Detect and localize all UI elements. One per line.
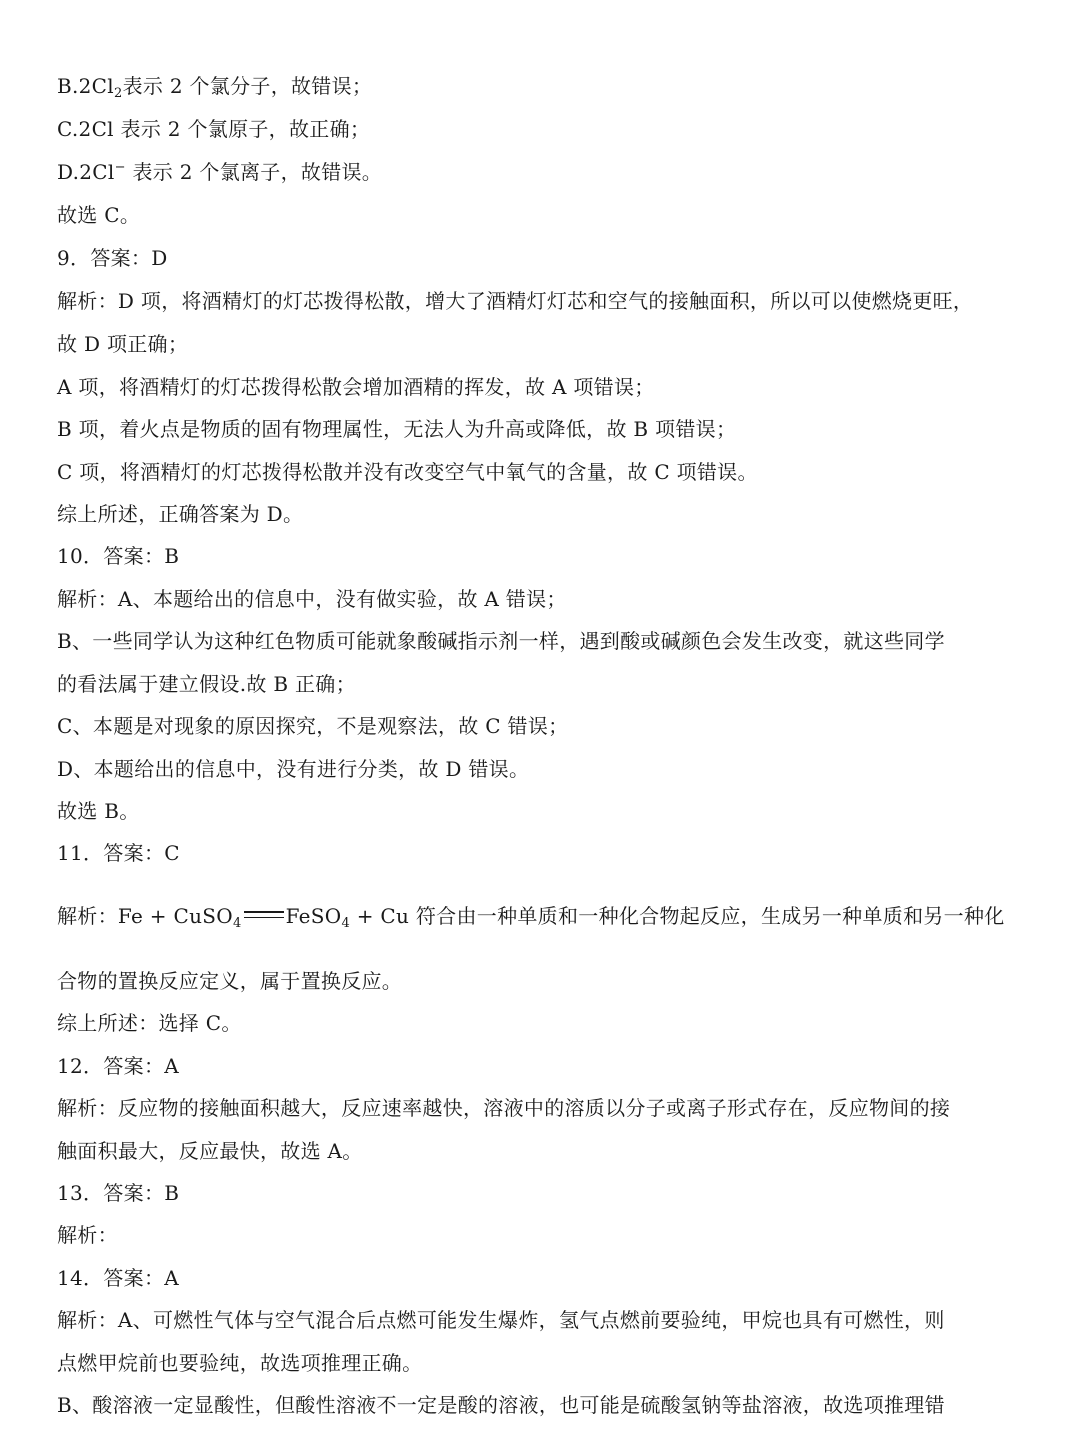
text-line: 解析：A、本题给出的信息中，没有做实验，故 A 错误； (57, 587, 567, 611)
text-line: C、本题是对现象的原因探究，不是观察法，故 C 错误； (57, 714, 569, 738)
answer-heading: 11．答案：C (57, 841, 180, 865)
text-line: 故选 C。 (57, 203, 141, 227)
text-line: 合物的置换反应定义，属于置换反应。 (57, 969, 403, 993)
text-line: D、本题给出的信息中，没有进行分类，故 D 错误。 (57, 757, 530, 781)
answer-heading: 12．答案：A (57, 1054, 179, 1078)
chemical-equation: Fe + CuSO$_4$ FeSO$_4$ + Cu (117, 904, 410, 931)
text-line: 综上所述，正确答案为 D。 (57, 502, 304, 526)
text-line: 解析： (57, 1223, 118, 1247)
text-line: B、一些同学认为这种红色物质可能就象酸碱指示剂一样，遇到酸或碱颜色会发生改变，就这些同学 (57, 629, 945, 653)
answer-heading: 14．答案：A (57, 1266, 179, 1290)
text-line: C 项，将酒精灯的灯芯拨得松散并没有改变空气中氧气的含量，故 C 项错误。 (57, 460, 758, 484)
text-line: 点燃甲烷前也要验纯，故选项推理正确。 (57, 1351, 423, 1375)
equation-line: 解析：Fe + CuSO$_4$ FeSO$_4$ + Cu 符合由一种单质和一种化合物起反应，生成另一种单质和另一种化 (57, 904, 1005, 931)
text-line: 触面积最大，反应最快，故选 A。 (57, 1139, 363, 1163)
text-line: 解析：反应物的接触面积越大，反应速率越快，溶液中的溶质以分子或离子形式存在，反应物间的接 (57, 1096, 951, 1120)
answer-heading: 13．答案：B (57, 1181, 180, 1205)
equals-sign (244, 911, 284, 918)
text-line: B 项，着火点是物质的固有物理属性，无法人为升高或降低，故 B 项错误； (57, 417, 737, 441)
text-line: 故选 B。 (57, 799, 140, 823)
text-line: B、酸溶液一定显酸性，但酸性溶液不一定是酸的溶液，也可能是硫酸氢钠等盐溶液，故选项推理错 (57, 1393, 945, 1417)
answer-heading: 10．答案：B (57, 544, 180, 568)
text-line: 故 D 项正确； (57, 332, 189, 356)
text-line: $B.2Cl_2$表示 2 个氯分子，故错误； (57, 74, 373, 101)
text-line: 解析：D 项，将酒精灯的灯芯拨得松散，增大了酒精灯灯芯和空气的接触面积，所以可以使燃烧更旺， (57, 289, 974, 313)
text-line: C.2Cl 表示 2 个氯原子，故正确； (57, 117, 371, 141)
text-line: 的看法属于建立假设.故 B 正确； (57, 672, 356, 696)
text-line: 综上所述：选择 C。 (57, 1011, 242, 1035)
text-line: D.2Cl− 表示 2 个氯离子，故错误。 (57, 160, 383, 184)
answer-heading: 9．答案：D (57, 246, 168, 270)
text-line: A 项，将酒精灯的灯芯拨得松散会增加酒精的挥发，故 A 项错误； (57, 375, 655, 399)
text-line: 解析：A、可燃性气体与空气混合后点燃可能发生爆炸，氢气点燃前要验纯，甲烷也具有可燃性，则 (57, 1308, 945, 1332)
